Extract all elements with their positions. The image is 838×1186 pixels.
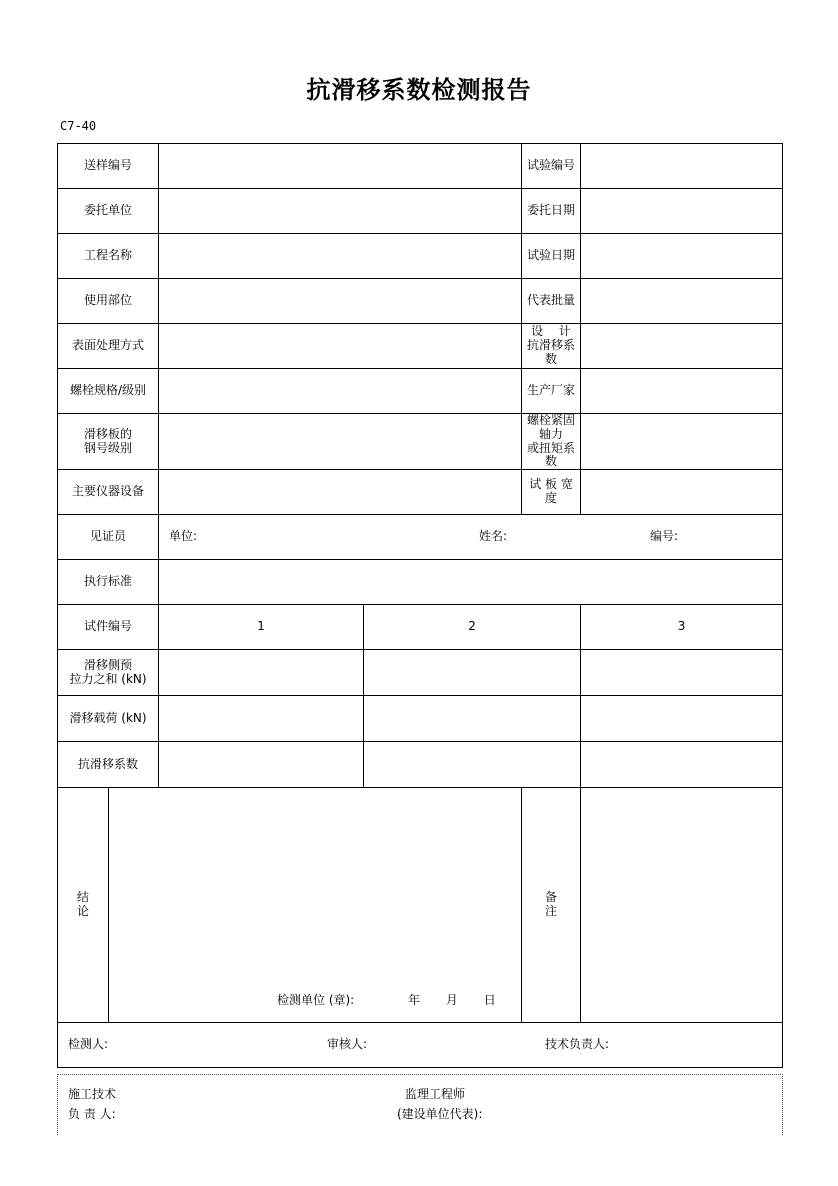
page-title: 抗滑移系数检测报告 [306, 75, 532, 104]
slip-coef-2[interactable] [364, 742, 581, 788]
field-surface-treatment[interactable] [159, 324, 522, 369]
slip-load-2[interactable] [364, 696, 581, 742]
label-witness: 见证员 [58, 515, 159, 560]
label-plate-grade [58, 414, 159, 470]
field-conclusion[interactable] [109, 788, 522, 1023]
label-slip-load: 滑移载荷 (kN) [58, 696, 159, 742]
field-witness[interactable] [159, 515, 783, 560]
specimen-2: 2 [364, 605, 581, 650]
label-plate-width: 试 板 宽 度 [522, 470, 581, 515]
reviewer-label: 审核人: [327, 1037, 368, 1052]
construction-lead-line1: 施工技术 [68, 1087, 117, 1101]
label-remark [522, 788, 581, 1023]
year-label: 年 [408, 993, 421, 1008]
slip-coef-3[interactable] [581, 742, 783, 788]
label-usage-part: 使用部位 [58, 279, 159, 324]
label-bolt-spec: 螺栓规格/级别 [58, 369, 159, 414]
label-conclusion-char1: 结 [76, 890, 89, 905]
label-design-coef [522, 324, 581, 369]
field-project-name[interactable] [159, 234, 522, 279]
field-design-coef[interactable] [581, 324, 783, 369]
witness-no-label: 编号: [650, 529, 679, 544]
field-sample-no[interactable] [159, 144, 522, 189]
label-bolt-force-line1: 螺栓紧固轴力 [527, 413, 576, 441]
slip-load-3[interactable] [581, 696, 783, 742]
construction-lead-line2: 负 责 人: [68, 1107, 116, 1121]
witness-name-label: 姓名: [479, 529, 508, 544]
field-plate-width[interactable] [581, 470, 783, 515]
form-code: C7-40 [60, 119, 97, 133]
witness-unit-label: 单位: [169, 529, 198, 544]
test-unit-label: 检测单位 (章): [277, 993, 355, 1008]
pretension-2[interactable] [364, 650, 581, 696]
label-slip-coef: 抗滑移系数 [58, 742, 159, 788]
specimen-1: 1 [159, 605, 364, 650]
label-bolt-force-line2: 或扭矩系数 [527, 440, 576, 469]
field-test-no[interactable] [581, 144, 783, 189]
field-client[interactable] [159, 189, 522, 234]
label-bolt-force [522, 414, 581, 470]
signature-row [58, 1023, 783, 1068]
tester-label: 检测人: [68, 1037, 109, 1052]
label-specimen-no: 试件编号 [58, 605, 159, 650]
supervisor-line1: 监理工程师 [405, 1087, 466, 1101]
label-main-equipment: 主要仪器设备 [58, 470, 159, 515]
label-conclusion-char2: 论 [76, 904, 89, 919]
label-project-name: 工程名称 [58, 234, 159, 279]
label-surface-treatment: 表面处理方式 [58, 324, 159, 369]
label-commission-date: 委托日期 [522, 189, 581, 234]
pretension-1[interactable] [159, 650, 364, 696]
label-test-date: 试验日期 [522, 234, 581, 279]
label-manufacturer: 生产厂家 [522, 369, 581, 414]
label-design-coef-line2: 抗滑移系数 [527, 338, 576, 366]
field-manufacturer[interactable] [581, 369, 783, 414]
slip-coef-1[interactable] [159, 742, 364, 788]
field-remark[interactable] [581, 788, 783, 1023]
label-plate-grade-line1: 滑移板的 [84, 426, 133, 441]
report-table [57, 143, 783, 1068]
field-usage-part[interactable] [159, 279, 522, 324]
label-pretension-line1: 滑移侧预 [84, 657, 133, 672]
label-sample-no: 送样编号 [58, 144, 159, 189]
label-conclusion [58, 788, 109, 1023]
field-test-date[interactable] [581, 234, 783, 279]
label-pretension [58, 650, 159, 696]
supervisor-line2: (建设单位代表): [397, 1107, 483, 1121]
label-client: 委托单位 [58, 189, 159, 234]
label-design-coef-line1: 设 计 [531, 324, 571, 339]
pretension-3[interactable] [581, 650, 783, 696]
slip-load-1[interactable] [159, 696, 364, 742]
test-unit-stamp [277, 994, 496, 1008]
label-batch: 代表批量 [522, 279, 581, 324]
label-pretension-line2: 拉力之和 (kN) [69, 671, 147, 686]
field-commission-date[interactable] [581, 189, 783, 234]
month-label: 月 [445, 993, 458, 1008]
field-bolt-force[interactable] [581, 414, 783, 470]
approval-section [57, 1074, 783, 1135]
label-plate-grade-line2: 钢号级别 [84, 440, 133, 455]
label-remark-char1: 备 [545, 890, 558, 905]
specimen-3: 3 [581, 605, 783, 650]
field-standard[interactable] [159, 560, 783, 605]
field-plate-grade[interactable] [159, 414, 522, 470]
label-remark-char2: 注 [545, 904, 558, 919]
tech-lead-label: 技术负责人: [545, 1037, 610, 1052]
field-main-equipment[interactable] [159, 470, 522, 515]
day-label: 日 [483, 993, 496, 1008]
field-bolt-spec[interactable] [159, 369, 522, 414]
field-batch[interactable] [581, 279, 783, 324]
label-test-no: 试验编号 [522, 144, 581, 189]
label-standard: 执行标准 [58, 560, 159, 605]
